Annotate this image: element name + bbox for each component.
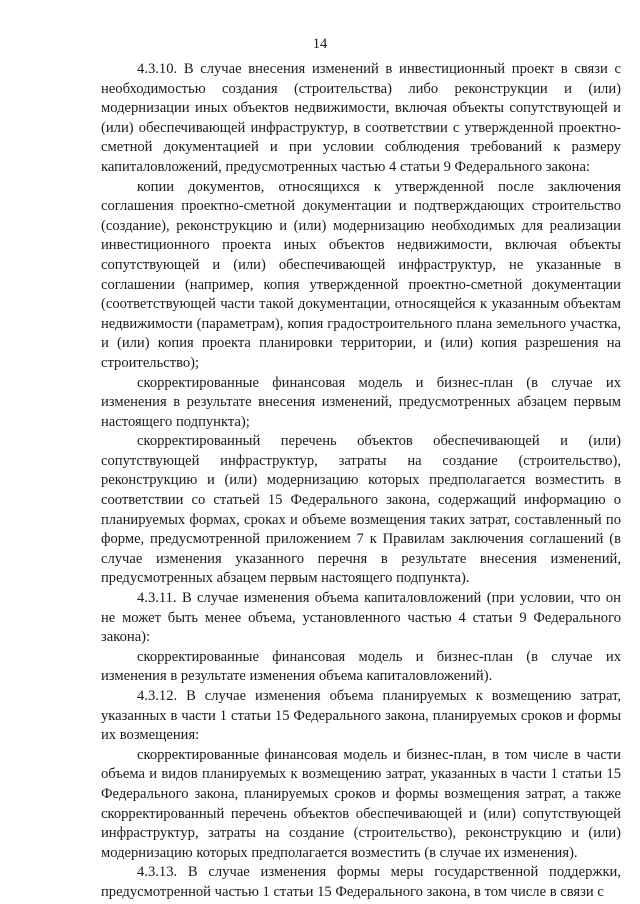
clause-4-3-12: 4.3.12. В случае изменения объема планируемых к возмещению затрат, указанных в части 1 статьи 15 Федерального закона, планируемых сроков и формы их возмещения: bbox=[101, 688, 621, 744]
clause-4-3-11: 4.3.11. В случае изменения объема капиталовложений (при условии, что он не может быть менее объема, установленного частью 4 статьи 9 Федерального закона): bbox=[101, 590, 621, 646]
clause-4-3-13: 4.3.13. В случае изменения формы меры государственной поддержки, предусмотренной частью 1 статьи 15 Федерального закона, в том числе в связи с bbox=[101, 864, 621, 900]
list-item: скорректированные финансовая модель и бизнес-план (в случае их изменения в результате внесения изменений, предусмотренных абзацем первым настоящего подпункта); bbox=[101, 374, 621, 430]
list-item: скорректированный перечень объектов обеспечивающей и (или) сопутствующей инфраструктур, затраты на создание (строительство), реконструкцию и (или) модернизацию которых предполагается возместить в соответствии со статьей 15 Федерального закона, содержащий информацию о планируемых формах, сроках и объеме возмещения таких затрат, составленный по форме, предусмотренной приложением 7 к Правилам заключения соглашений (в случае изменения указанного перечня в результате внесения изменений, предусмотренных абзацем первым настоящего подпункта). bbox=[101, 433, 621, 587]
document-body bbox=[101, 60, 621, 903]
list-item: копии документов, относящихся к утвержденной после заключения соглашения проектно-сметной документации и подтверждающих строительство (создание), реконструкцию и (или) модернизацию необходимых для реализации инвестиционного проекта иных объектов недвижимости, включая объекты сопутствующей и (или) обеспечивающей инфраструктур, не указанные в соглашении (например, копия утвержденной проектно-сметной документации (соответствующей части такой документации, относящейся к указанным объектам недвижимости (параметрам), копия градостроительного плана земельного участка, и (или) копия проекта планировки территории, и (или) копия разрешения на строительство); bbox=[101, 178, 621, 371]
list-item: скорректированные финансовая модель и бизнес-план (в случае их изменения в результате изменения объема капиталовложений). bbox=[101, 648, 621, 685]
clause-4-3-10: 4.3.10. В случае внесения изменений в инвестиционный проект в связи с необходимостью создания (строительства) либо реконструкции и (или) модернизации иных объектов недвижимости, включая объекты сопутствующей и (или) обеспечивающей инфраструктур, в соответствии с утвержденной проектно-сметной документацией и при условии соблюдения требований к размеру капиталовложений, предусмотренных частью 4 статьи 9 Федерального закона: bbox=[101, 61, 621, 175]
list-item: скорректированные финансовая модель и бизнес-план, в том числе в части объема и видов планируемых к возмещению затрат, указанных в части 1 статьи 15 Федерального закона, планируемых сроков и формы возмещения затрат, а также скорректированный перечень объектов обеспечивающей и (или) сопутствующей инфраструктур, затраты на создание (строительство), реконструкцию и (или) модернизацию которых предполагается возместить (в случае их изменения). bbox=[101, 746, 621, 861]
page-number: 14 bbox=[312, 36, 328, 52]
